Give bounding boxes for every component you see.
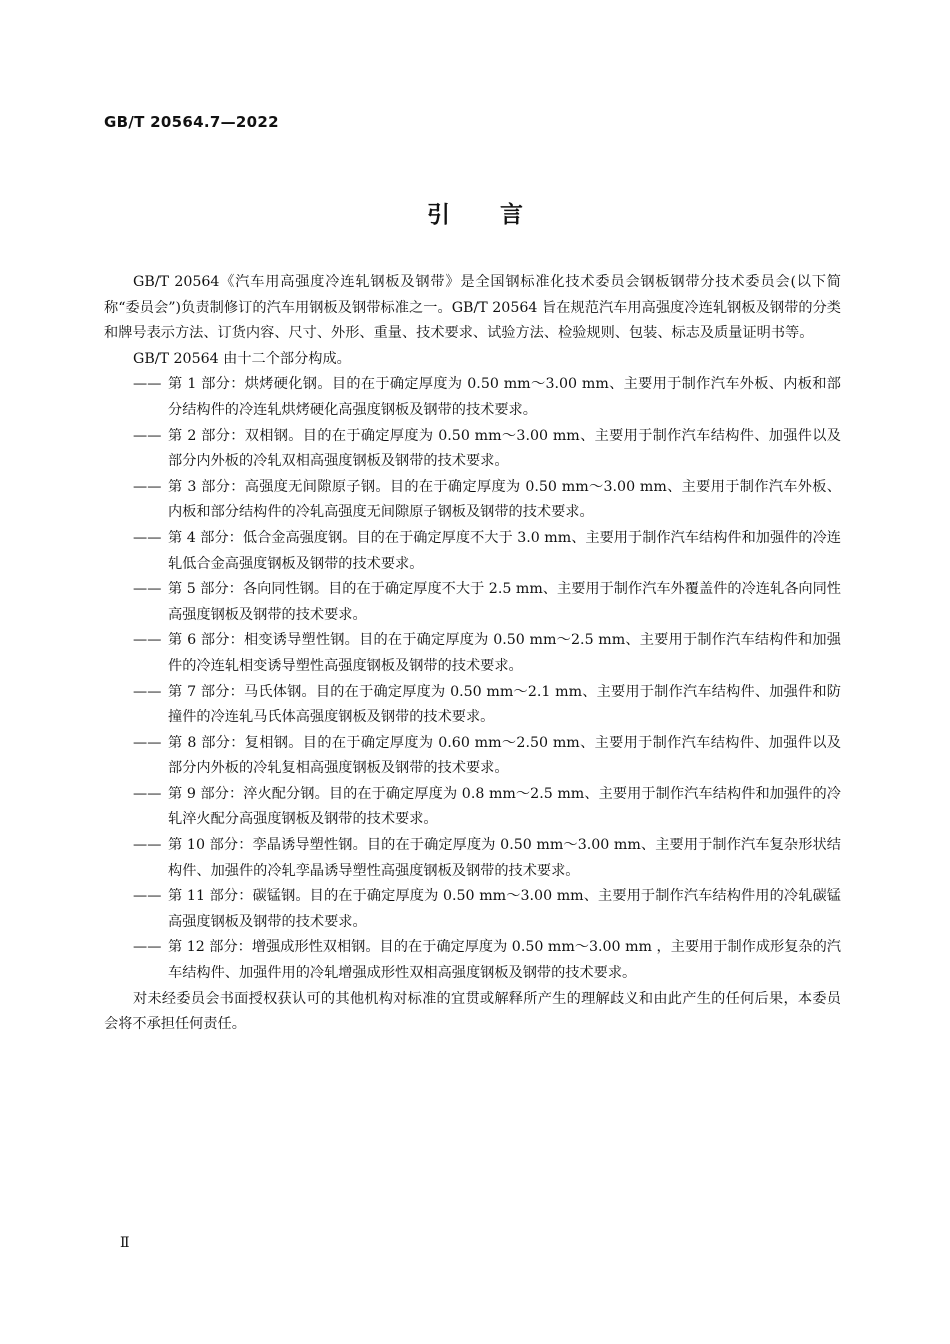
list-dash: —— bbox=[133, 529, 162, 546]
list-item bbox=[104, 475, 841, 526]
page-title: 引言 bbox=[427, 202, 573, 228]
list-item bbox=[104, 833, 841, 884]
list-item bbox=[104, 680, 841, 731]
list-item bbox=[104, 628, 841, 679]
list-item bbox=[104, 372, 841, 423]
list-item-text: 第 9 部分：淬火配分钢。目的在于确定厚度为 0.8 mm～2.5 mm、主要用于制作汽车结构件和加强件的冷轧淬火配分高强度钢板及钢带的技术要求。 bbox=[168, 785, 841, 828]
list-item bbox=[104, 731, 841, 782]
list-dash: —— bbox=[133, 785, 162, 802]
list-item-text: 第 8 部分：复相钢。目的在于确定厚度为 0.60 mm～2.50 mm、主要用于制作汽车结构件、加强件以及部分内外板的冷轧复相高强度钢板及钢带的技术要求。 bbox=[168, 734, 841, 777]
list-dash: —— bbox=[133, 478, 162, 495]
list-item bbox=[104, 935, 841, 986]
list-item-text: 第 1 部分：烘烤硬化钢。目的在于确定厚度为 0.50 mm～3.00 mm、主要用于制作汽车外板、内板和部分结构件的冷连轧烘烤硬化高强度钢板及钢带的技术要求。 bbox=[168, 376, 841, 418]
intro-paragraph: GB/T 20564《汽车用高强度冷连轧钢板及钢带》是全国钢标准化技术委员会钢板钢带分技术委员会(以下简称“委员会”)负责制修订的汽车用钢板及钢带标准之一。GB/T 20564 旨在规范汽车用高强度冷连轧钢板及钢带的分类和牌号表示方法、订货内容、尺寸、外形、重量、技术要求、试验方法、检验规则、包装、标志及质量证明书等。 bbox=[104, 274, 841, 342]
intro-paragraph: GB/T 20564 由十二个部分构成。 bbox=[133, 350, 351, 367]
list-item-text: 第 3 部分：高强度无间隙原子钢。目的在于确定厚度为 0.50 mm～3.00 mm、主要用于制作汽车外板、内板和部分结构件的冷轧高强度无间隙原子钢板及钢带的技术要求。 bbox=[168, 478, 841, 521]
list-dash: —— bbox=[133, 376, 162, 393]
list-item-text: 第 5 部分：各向同性钢。目的在于确定厚度不大于 2.5 mm、主要用于制作汽车外覆盖件的冷连轧各向同性高强度钢板及钢带的技术要求。 bbox=[168, 581, 841, 623]
list-item bbox=[104, 577, 841, 628]
list-item bbox=[104, 884, 841, 935]
list-dash: —— bbox=[133, 427, 162, 444]
list-dash: —— bbox=[133, 837, 162, 854]
list-item-text: 第 10 部分：孪晶诱导塑性钢。目的在于确定厚度为 0.50 mm～3.00 mm、主要用于制作汽车复杂形状结构件、加强件的冷轧孪晶诱导塑性高强度钢板及钢带的技术要求。 bbox=[168, 837, 841, 879]
document-body bbox=[104, 270, 841, 1038]
list-item bbox=[104, 526, 841, 577]
list-dash: —— bbox=[133, 888, 162, 905]
list-item-text: 第 11 部分：碳锰钢。目的在于确定厚度为 0.50 mm～3.00 mm、主要用于制作汽车结构件用的冷轧碳锰高强度钢板及钢带的技术要求。 bbox=[168, 888, 841, 930]
list-item bbox=[104, 424, 841, 475]
document-id-header: GB/T 20564.7—2022 bbox=[104, 113, 279, 131]
list-dash: —— bbox=[133, 632, 162, 649]
page-number: Ⅱ bbox=[120, 1235, 130, 1251]
parts-list bbox=[104, 372, 841, 986]
list-item-text: 第 12 部分：增强成形性双相钢。目的在于确定厚度为 0.50 mm～3.00 mm ，主要用于制作成形复杂的汽车结构件、加强件用的冷轧增强成形性双相高强度钢板及钢带的技术要求。 bbox=[168, 939, 841, 982]
closing-paragraph: 对未经委员会书面授权获认可的其他机构对标准的宜贯或解释所产生的理解歧义和由此产生的任何后果，本委员会将不承担任何责任。 bbox=[104, 990, 841, 1033]
list-dash: —— bbox=[133, 734, 162, 751]
list-dash: —— bbox=[133, 683, 162, 700]
list-item-text: 第 7 部分：马氏体钢。目的在于确定厚度为 0.50 mm～2.1 mm、主要用于制作汽车结构件、加强件和防撞件的冷连轧马氏体高强度钢板及钢带的技术要求。 bbox=[168, 683, 841, 726]
list-item-text: 第 6 部分：相变诱导塑性钢。目的在于确定厚度为 0.50 mm～2.5 mm、主要用于制作汽车结构件和加强件的冷连轧相变诱导塑性高强度钢板及钢带的技术要求。 bbox=[168, 632, 841, 674]
list-dash: —— bbox=[133, 581, 162, 598]
list-item bbox=[104, 782, 841, 833]
list-item-text: 第 2 部分：双相钢。目的在于确定厚度为 0.50 mm～3.00 mm、主要用于制作汽车结构件、加强件以及部分内外板的冷轧双相高强度钢板及钢带的技术要求。 bbox=[168, 427, 841, 470]
list-item-text: 第 4 部分：低合金高强度钢。目的在于确定厚度不大于 3.0 mm、主要用于制作汽车结构件和加强件的冷连轧低合金高强度钢板及钢带的技术要求。 bbox=[168, 529, 841, 572]
list-dash: —— bbox=[133, 939, 162, 956]
